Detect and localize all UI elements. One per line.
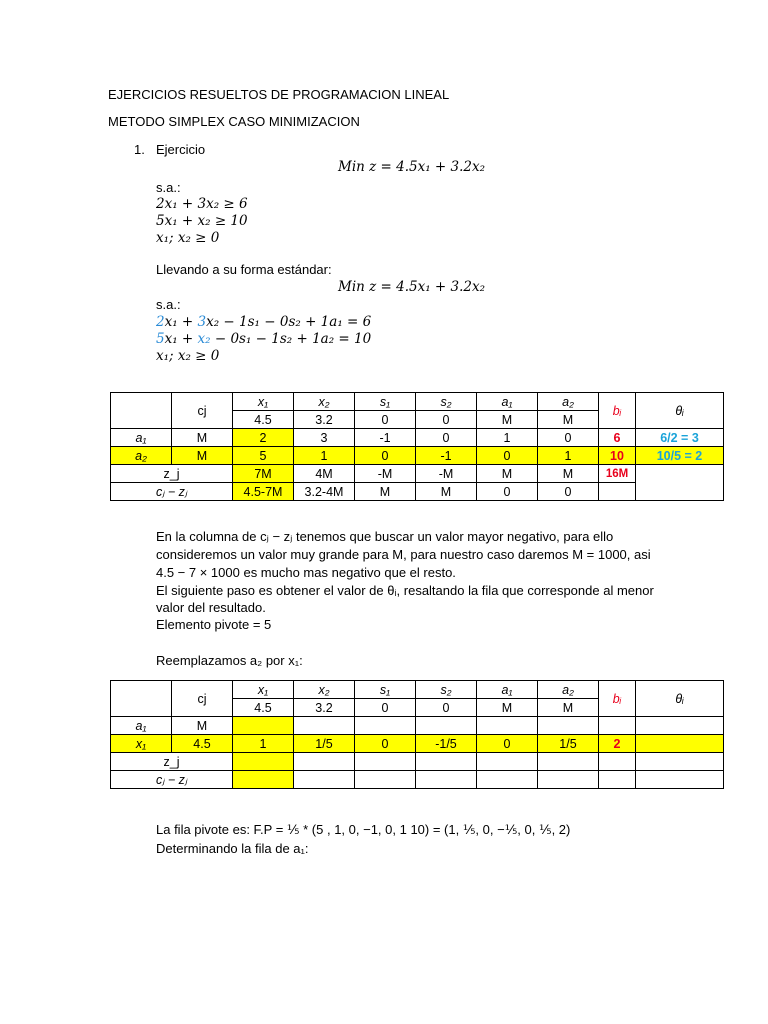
replace-note: Reemplazamos a₂ por x₁:: [156, 653, 303, 668]
var-header: s₁: [355, 681, 416, 699]
var-header: a₂: [538, 681, 599, 699]
var-header: s₁: [355, 393, 416, 411]
standard-form-intro: Llevando a su forma estándar:: [156, 262, 332, 277]
zj-cell: M: [477, 465, 538, 483]
table-row-pivot: [111, 735, 724, 753]
b-value: 10: [599, 447, 636, 465]
document-title: EJERCICIOS RESUELTOS DE PROGRAMACION LINEAL: [108, 87, 450, 102]
corner-cell: [111, 393, 172, 429]
objective-function-standard: Min z = 4.5x₁ + 3.2x₂: [338, 279, 486, 295]
standard-constraint-3: x₁; x₂ ≥ 0: [156, 348, 220, 364]
cz-cell: 3.2-4M: [294, 483, 355, 501]
explanation-line: 4.5 − 7 × 1000 es mucho mas negativo que el resto.: [156, 565, 456, 580]
value-cell: -1: [416, 447, 477, 465]
table-row: [111, 717, 724, 735]
zj-cell: 4M: [294, 465, 355, 483]
b-header: bᵢ: [599, 681, 636, 717]
cj-zj-row: [111, 771, 724, 789]
zj-cell: [355, 753, 416, 771]
value-cell: [233, 717, 294, 735]
simplex-table-1: [110, 392, 724, 501]
value-cell: 1: [294, 447, 355, 465]
value-cell: 0: [477, 447, 538, 465]
value-cell: [294, 717, 355, 735]
theta-value: 6/2 = 3: [636, 429, 724, 447]
value-cell: 0: [355, 447, 416, 465]
zj-cell: -M: [416, 465, 477, 483]
cost-cell: 0: [355, 411, 416, 429]
cz-cell: [294, 771, 355, 789]
var-header: a₁: [477, 393, 538, 411]
constraint-1: 2x₁ + 3x₂ ≥ 6: [156, 196, 248, 212]
cz-cell: [538, 771, 599, 789]
zj-label: z_j: [111, 465, 233, 483]
value-cell: 1: [538, 447, 599, 465]
explanation-line: En la columna de cⱼ − zⱼ tenemos que buscar un valor mayor negativo, para ello: [156, 529, 614, 544]
explanation-line: El siguiente paso es obtener el valor de θᵢ, resaltando la fila que corresponde al menor: [156, 583, 654, 598]
theta-header: θᵢ: [636, 681, 724, 717]
empty-cell: [599, 483, 636, 501]
cz-cell: M: [355, 483, 416, 501]
cost-cell: M: [477, 699, 538, 717]
value-cell: [538, 717, 599, 735]
theta-value: 10/5 = 2: [636, 447, 724, 465]
exercise-number: 1.: [134, 142, 145, 157]
text: x₂ − 1s₁ − 0s₂ + 1a₁ = 6: [206, 314, 372, 330]
cz-cell: [355, 771, 416, 789]
cb-cell: M: [172, 447, 233, 465]
value-cell: 0: [538, 429, 599, 447]
value-cell: [477, 717, 538, 735]
cz-cell: [477, 771, 538, 789]
value-cell: 1: [233, 735, 294, 753]
value-cell: 1: [477, 429, 538, 447]
b-header: bᵢ: [599, 393, 636, 429]
cj-zj-label: cⱼ − zⱼ: [111, 771, 233, 789]
exercise-label: Ejercicio: [156, 142, 206, 157]
explanation-line: consideremos un valor muy grande para M, para nuestro caso daremos M = 1000, asi: [156, 547, 651, 562]
pivot-cell: 5: [233, 447, 294, 465]
cost-cell: M: [538, 699, 599, 717]
cz-cell: 4.5-7M: [233, 483, 294, 501]
theta-value: [636, 735, 724, 753]
table-row: [111, 429, 724, 447]
cz-cell: 0: [477, 483, 538, 501]
cost-cell: 0: [416, 411, 477, 429]
section-title: METODO SIMPLEX CASO MINIMIZACION: [108, 114, 360, 129]
base-cell: a₁: [111, 429, 172, 447]
base-cell: a₂: [111, 447, 172, 465]
cz-cell: 0: [538, 483, 599, 501]
corner-cell: [111, 681, 172, 717]
pivot-element-note: Elemento pivote = 5: [156, 617, 272, 632]
var-header: x₂: [294, 393, 355, 411]
text: x₁ +: [164, 331, 198, 347]
b-value: 6: [599, 429, 636, 447]
zj-cell: [599, 753, 636, 771]
cj-header: cj: [172, 681, 233, 717]
value-cell: 0: [416, 429, 477, 447]
pivot-row-formula: La fila pivote es: F.P = ⅕ * (5 , 1, 0, −1, 0, 1 10) = (1, ⅕, 0, −⅕, 0, ⅕, 2): [156, 822, 571, 837]
value-cell: -1: [355, 429, 416, 447]
zj-cell: 7M: [233, 465, 294, 483]
empty-cell: [636, 465, 724, 501]
cz-cell: M: [416, 483, 477, 501]
value-cell: 3: [294, 429, 355, 447]
var-header: x₁: [233, 393, 294, 411]
zj-row: [111, 465, 724, 483]
var-header: a₁: [477, 681, 538, 699]
standard-constraint-1: [156, 314, 371, 330]
theta-value: [636, 717, 724, 735]
text: x₁ +: [164, 314, 198, 330]
table-row-pivot: [111, 447, 724, 465]
var-header: s₂: [416, 393, 477, 411]
cost-cell: 3.2: [294, 411, 355, 429]
value-cell: 1/5: [538, 735, 599, 753]
zj-cell: [233, 753, 294, 771]
coef: 5: [156, 331, 165, 347]
var-header: x₁: [233, 681, 294, 699]
cost-cell: 0: [416, 699, 477, 717]
objective-function: Min z = 4.5x₁ + 3.2x₂: [338, 159, 486, 175]
explanation-line: valor del resultado.: [156, 600, 266, 615]
constraint-3: x₁; x₂ ≥ 0: [156, 230, 220, 246]
b-value: 2: [599, 735, 636, 753]
cost-cell: M: [538, 411, 599, 429]
value-cell: -1/5: [416, 735, 477, 753]
cj-header: cj: [172, 393, 233, 429]
simplex-table-2: [110, 680, 724, 789]
cost-cell: M: [477, 411, 538, 429]
coef: 2: [156, 314, 165, 330]
constraint-2: 5x₁ + x₂ ≥ 10: [156, 213, 248, 229]
cost-cell: 4.5: [233, 411, 294, 429]
b-value: [599, 717, 636, 735]
text: − 0s₁ − 1s₂ + 1a₂ = 10: [210, 331, 372, 347]
cb-cell: 4.5: [172, 735, 233, 753]
base-cell: x₁: [111, 735, 172, 753]
subject-to-label: s.a.:: [156, 180, 181, 195]
cost-cell: 0: [355, 699, 416, 717]
zj-row: [111, 753, 724, 771]
value-cell: [416, 717, 477, 735]
cost-cell: 3.2: [294, 699, 355, 717]
zj-cell: [636, 753, 724, 771]
value-cell: [355, 717, 416, 735]
value-cell: 2: [233, 429, 294, 447]
var-header: s₂: [416, 681, 477, 699]
determine-row-note: Determinando la fila de a₁:: [156, 841, 309, 856]
cj-zj-label: cⱼ − zⱼ: [111, 483, 233, 501]
cj-zj-row: [111, 483, 724, 501]
theta-header: θᵢ: [636, 393, 724, 429]
zj-cell: [477, 753, 538, 771]
cb-cell: M: [172, 717, 233, 735]
zj-cell: M: [538, 465, 599, 483]
value-cell: 1/5: [294, 735, 355, 753]
zj-b-value: 16M: [599, 465, 636, 483]
value-cell: 0: [355, 735, 416, 753]
cost-cell: 4.5: [233, 699, 294, 717]
zj-cell: -M: [355, 465, 416, 483]
var-header: x₂: [294, 681, 355, 699]
var-header: a₂: [538, 393, 599, 411]
zj-label: z_j: [111, 753, 233, 771]
cz-cell: [416, 771, 477, 789]
standard-constraint-2: [156, 331, 371, 347]
cz-cell: [233, 771, 294, 789]
cz-cell: [636, 771, 724, 789]
cz-cell: [599, 771, 636, 789]
cb-cell: M: [172, 429, 233, 447]
base-cell: a₁: [111, 717, 172, 735]
coef: 3: [197, 314, 207, 330]
zj-cell: [538, 753, 599, 771]
zj-cell: [416, 753, 477, 771]
value-cell: 0: [477, 735, 538, 753]
subject-to-label-2: s.a.:: [156, 297, 181, 312]
zj-cell: [294, 753, 355, 771]
coef: x₂: [197, 331, 211, 347]
